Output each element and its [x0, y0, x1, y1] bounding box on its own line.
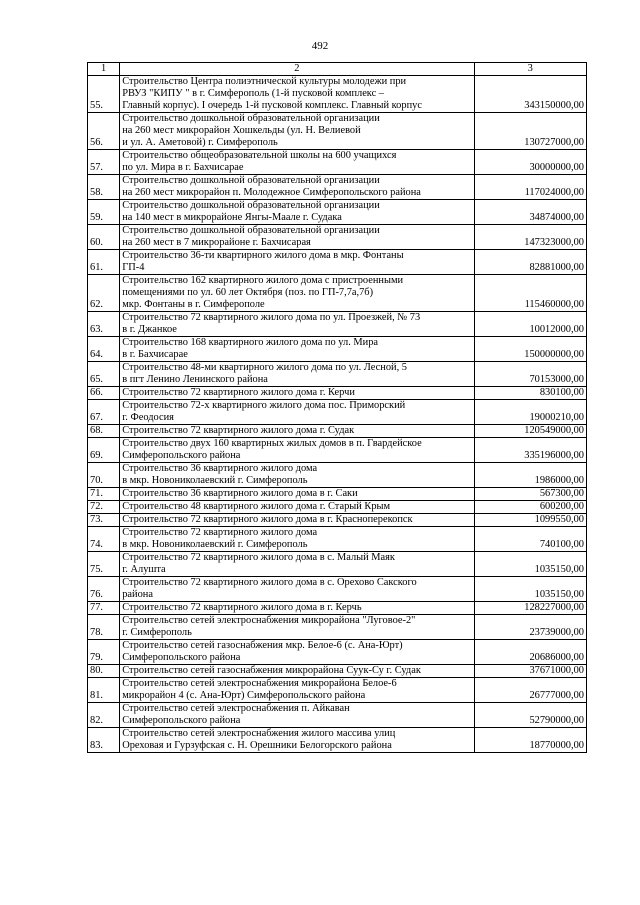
row-number: 64.	[88, 337, 120, 362]
row-description	[120, 76, 474, 113]
row-amount: 1986000,00	[474, 463, 586, 488]
row-description	[120, 501, 474, 514]
row-number: 77.	[88, 602, 120, 615]
description-line: по ул. Мира в г. Бахчисарае	[122, 162, 244, 173]
description-line: на 260 мест микрорайон п. Молодежное Симферопольского района	[122, 187, 421, 198]
row-amount: 567300,00	[474, 488, 586, 501]
row-number: 55.	[88, 76, 120, 113]
row-amount: 30000000,00	[474, 150, 586, 175]
description-line: Строительство дошкольной образовательной организации	[122, 225, 380, 236]
table-row	[88, 250, 587, 275]
row-amount: 1035150,00	[474, 577, 586, 602]
table-row	[88, 640, 587, 665]
row-amount: 26777000,00	[474, 678, 586, 703]
row-description	[120, 275, 474, 312]
description-line: РВУЗ "КИПУ " в г. Симферополь (1-й пусковой комплекс –	[122, 88, 385, 99]
description-line: Строительство сетей электроснабжения жилого массива улиц	[122, 728, 396, 739]
table-row	[88, 602, 587, 615]
row-number: 83.	[88, 728, 120, 753]
row-description	[120, 337, 474, 362]
row-amount: 23739000,00	[474, 615, 586, 640]
row-number: 78.	[88, 615, 120, 640]
column-header-3: 3	[474, 63, 586, 76]
row-number: 60.	[88, 225, 120, 250]
table-row	[88, 362, 587, 387]
table-row	[88, 175, 587, 200]
description-line: микрорайон 4 (с. Ана-Юрт) Симферопольского района	[122, 690, 366, 701]
description-line: Строительство дошкольной образовательной организации	[122, 175, 380, 186]
row-number: 75.	[88, 552, 120, 577]
description-line: Строительство дошкольной образовательной организации	[122, 200, 380, 211]
table-row	[88, 150, 587, 175]
description-line: на 260 мест микрорайон Хошкельды (ул. Н. Велиевой	[122, 125, 361, 136]
description-line: Строительство 72 квартирного жилого дома в г. Керчь	[122, 602, 362, 613]
table-row	[88, 438, 587, 463]
description-line: Строительство 72 квартирного жилого дома в с. Орехово Сакского	[122, 577, 417, 588]
table-row	[88, 678, 587, 703]
description-line: Строительство 162 квартирного жилого дома с пристроенными	[122, 275, 404, 286]
row-number: 80.	[88, 665, 120, 678]
row-number: 72.	[88, 501, 120, 514]
description-line: района	[122, 589, 153, 600]
row-amount: 130727000,00	[474, 113, 586, 150]
row-number: 79.	[88, 640, 120, 665]
row-amount: 19000210,00	[474, 400, 586, 425]
page-number: 492	[311, 40, 329, 52]
description-line: Строительство сетей электроснабжения п. Айкаван	[122, 703, 350, 714]
row-amount: 1099550,00	[474, 514, 586, 527]
row-number: 71.	[88, 488, 120, 501]
row-description	[120, 665, 474, 678]
row-amount: 82881000,00	[474, 250, 586, 275]
row-number: 58.	[88, 175, 120, 200]
row-description	[120, 488, 474, 501]
description-line: на 260 мест в 7 микрорайоне г. Бахчисарая	[122, 237, 311, 248]
description-line: Строительство сетей газоснабжения мкр. Белое-6 (с. Ана-Юрт)	[122, 640, 403, 651]
description-line: Главный корпус). I очередь 1-й пусковой комплекс. Главный корпус	[122, 100, 422, 111]
column-header-2: 2	[120, 63, 474, 76]
row-description	[120, 703, 474, 728]
row-amount: 150000000,00	[474, 337, 586, 362]
row-amount: 128227000,00	[474, 602, 586, 615]
budget-table	[87, 62, 587, 753]
row-description	[120, 463, 474, 488]
column-header-1: 1	[88, 63, 120, 76]
row-number: 69.	[88, 438, 120, 463]
description-line: на 140 мест в микрорайоне Янгы-Маале г. Судака	[122, 212, 342, 223]
row-number: 68.	[88, 425, 120, 438]
description-line: Ореховая и Гурзуфская с. Н. Орешники Белогорского района	[122, 740, 392, 751]
row-number: 74.	[88, 527, 120, 552]
row-number: 73.	[88, 514, 120, 527]
description-line: в г. Бахчисарае	[122, 349, 188, 360]
row-amount: 115460000,00	[474, 275, 586, 312]
row-amount: 147323000,00	[474, 225, 586, 250]
table-row	[88, 463, 587, 488]
table-row	[88, 312, 587, 337]
table-row	[88, 501, 587, 514]
row-description	[120, 678, 474, 703]
row-number: 82.	[88, 703, 120, 728]
row-description	[120, 362, 474, 387]
description-line: ГП-4	[122, 262, 145, 273]
description-line: Строительство 48 квартирного жилого дома г. Старый Крым	[122, 501, 391, 512]
row-amount: 740100,00	[474, 527, 586, 552]
description-line: в мкр. Новониколаевский г. Симферополь	[122, 539, 308, 550]
description-line: Строительство 72 квартирного жилого дома г. Керчи	[122, 387, 355, 398]
description-line: Строительство 72 квартирного жилого дома в г. Красноперекопск	[122, 514, 413, 525]
table-row	[88, 400, 587, 425]
row-description	[120, 615, 474, 640]
row-number: 65.	[88, 362, 120, 387]
row-description	[120, 577, 474, 602]
description-line: г. Феодосия	[122, 412, 174, 423]
table-header-row	[88, 63, 587, 76]
row-number: 70.	[88, 463, 120, 488]
row-description	[120, 728, 474, 753]
table-row	[88, 665, 587, 678]
table-row	[88, 527, 587, 552]
row-amount: 343150000,00	[474, 76, 586, 113]
table-row	[88, 425, 587, 438]
row-amount: 18770000,00	[474, 728, 586, 753]
row-number: 63.	[88, 312, 120, 337]
table-row	[88, 225, 587, 250]
table-row	[88, 76, 587, 113]
row-number: 62.	[88, 275, 120, 312]
description-line: г. Алушта	[122, 564, 166, 575]
row-amount: 830100,00	[474, 387, 586, 400]
table-row	[88, 728, 587, 753]
table-row	[88, 387, 587, 400]
table-body	[88, 76, 587, 753]
row-number: 67.	[88, 400, 120, 425]
description-line: Строительство общеобразовательной школы на 600 учащихся	[122, 150, 397, 161]
table-row	[88, 615, 587, 640]
row-description	[120, 602, 474, 615]
table-row	[88, 577, 587, 602]
row-amount: 37671000,00	[474, 665, 586, 678]
description-line: и ул. А. Аметовой) г. Симферополь	[122, 137, 278, 148]
row-description	[120, 175, 474, 200]
row-amount: 20686000,00	[474, 640, 586, 665]
row-description	[120, 200, 474, 225]
description-line: Строительство 168 квартирного жилого дома по ул. Мира	[122, 337, 379, 348]
description-line: Строительство сетей электроснабжения микрорайона "Луговое-2"	[122, 615, 416, 626]
description-line: Строительство 36 квартирного жилого дома	[122, 463, 318, 474]
row-amount: 120549000,00	[474, 425, 586, 438]
row-amount: 117024000,00	[474, 175, 586, 200]
description-line: Симферопольского района	[122, 652, 241, 663]
row-description	[120, 438, 474, 463]
row-description	[120, 113, 474, 150]
row-description	[120, 527, 474, 552]
row-description	[120, 425, 474, 438]
row-amount: 1035150,00	[474, 552, 586, 577]
row-number: 56.	[88, 113, 120, 150]
description-line: Строительство 36-ти квартирного жилого дома в мкр. Фонтаны	[122, 250, 404, 261]
row-description	[120, 514, 474, 527]
description-line: Строительство 48-ми квартирного жилого дома по ул. Лесной, 5	[122, 362, 407, 373]
row-description	[120, 640, 474, 665]
row-number: 76.	[88, 577, 120, 602]
description-line: Строительство 72 квартирного жилого дома по ул. Проезжей, № 73	[122, 312, 421, 323]
row-amount: 34874000,00	[474, 200, 586, 225]
row-description	[120, 225, 474, 250]
description-line: Строительство Центра полиэтнической культуры молодежи при	[122, 76, 407, 87]
row-amount: 10012000,00	[474, 312, 586, 337]
row-number: 81.	[88, 678, 120, 703]
table-row	[88, 552, 587, 577]
row-amount: 52790000,00	[474, 703, 586, 728]
row-amount: 600200,00	[474, 501, 586, 514]
table-row	[88, 113, 587, 150]
row-amount: 70153000,00	[474, 362, 586, 387]
description-line: Строительство сетей газоснабжения микрорайона Суук-Су г. Судак	[122, 665, 421, 676]
row-number: 61.	[88, 250, 120, 275]
description-line: в мкр. Новониколаевский г. Симферополь	[122, 475, 308, 486]
description-line: помещениями по ул. 60 лет Октября (поз. по ГП-7,7а,7б)	[122, 287, 374, 298]
description-line: Симферопольского района	[122, 715, 241, 726]
row-amount: 335196000,00	[474, 438, 586, 463]
row-description	[120, 387, 474, 400]
description-line: мкр. Фонтаны в г. Симферополе	[122, 299, 265, 310]
description-line: Строительство двух 160 квартирных жилых домов в п. Гвардейское	[122, 438, 422, 449]
table-row	[88, 703, 587, 728]
row-description	[120, 250, 474, 275]
description-line: Строительство 72 квартирного жилого дома в с. Малый Маяк	[122, 552, 395, 563]
row-description	[120, 552, 474, 577]
description-line: Строительство 72-х квартирного жилого дома пос. Приморский	[122, 400, 406, 411]
table-row	[88, 200, 587, 225]
row-number: 66.	[88, 387, 120, 400]
description-line: г. Симферополь	[122, 627, 192, 638]
description-line: Строительство 72 квартирного жилого дома г. Судак	[122, 425, 355, 436]
description-line: Симферопольского района	[122, 450, 241, 461]
row-number: 57.	[88, 150, 120, 175]
row-number: 59.	[88, 200, 120, 225]
table-row	[88, 337, 587, 362]
table-row	[88, 488, 587, 501]
row-description	[120, 312, 474, 337]
description-line: в г. Джанкое	[122, 324, 177, 335]
row-description	[120, 400, 474, 425]
description-line: Строительство сетей электроснабжения микрорайона Белое-6	[122, 678, 397, 689]
table-row	[88, 275, 587, 312]
description-line: Строительство дошкольной образовательной организации	[122, 113, 380, 124]
description-line: Строительство 36 квартирного жилого дома в г. Саки	[122, 488, 358, 499]
row-description	[120, 150, 474, 175]
description-line: Строительство 72 квартирного жилого дома	[122, 527, 318, 538]
table-row	[88, 514, 587, 527]
description-line: в пгт Ленино Ленинского района	[122, 374, 268, 385]
